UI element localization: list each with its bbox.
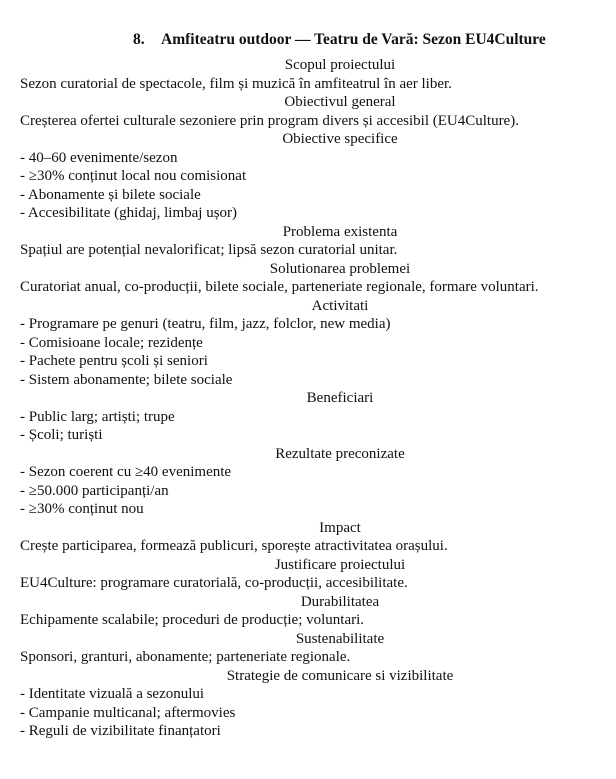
section-heading: Obiective specifice [282,131,398,147]
bullet-item: - Programare pe genuri (teatru, film, jazz, folclor, new media) [20,316,391,332]
section-heading: Solutionarea problemei [269,260,411,277]
section-heading: Durabilitatea [300,593,380,610]
section [20,556,616,593]
section-paragraph: Echipamente scalabile; proceduri de producție; voluntari. [20,612,365,628]
section-paragraph: Spațiul are potențial nevalorificat; lipsă sezon curatorial unitar. [20,242,398,258]
title-text: Amfiteatru outdoor — Teatru de Vară: Sezon EU4Culture [161,31,546,48]
section-heading: Activitati [311,297,369,314]
document-body [20,56,616,741]
bullet-item: - Abonamente și bilete sociale [20,186,201,203]
section-heading: Obiectivul general [284,94,396,110]
section-heading: Problema existenta [282,223,398,240]
bullet-item: - ≥30% conținut local nou comisionat [20,168,247,184]
bullet-item: - Accesibilitate (ghidaj, limbaj ușor) [20,205,238,221]
bullet-item: - Identitate vizuală a sezonului [20,686,205,702]
bullet-item: - ≥50.000 participanți/an [20,482,169,499]
section [20,630,616,667]
bullet-item: - Sezon coerent cu ≥40 evenimente [20,464,232,480]
section-paragraph: Sezon curatorial de spectacole, film și muzică în amfiteatrul în aer liber. [20,75,452,92]
section [20,93,616,130]
bullet-item: - Public larg; artiști; trupe [20,408,175,425]
section [20,445,616,519]
bullet-item: - Campanie multicanal; aftermovies [20,704,236,721]
section [20,260,616,297]
section-heading: Scopul proiectului [284,57,396,73]
bullet-item: - Reguli de vizibilitate finanțatori [20,723,221,739]
bullet-item: - Școli; turiști [20,427,103,443]
section [20,519,616,556]
section-paragraph: EU4Culture: programare curatorială, co-producții, accesibilitate. [20,575,408,591]
section [20,130,616,223]
section [20,223,616,260]
section-paragraph: Crește participarea, formează publicuri, sporește atractivitatea orașului. [20,538,448,554]
section-heading: Justificare proiectului [274,556,406,573]
bullet-item: - ≥30% conținut nou [20,501,144,517]
section-heading: Impact [319,519,361,536]
section-heading: Rezultate preconizate [275,445,405,462]
bullet-item: - Sistem abonamente; bilete sociale [20,371,233,388]
title-number: 8. [133,31,145,48]
section [20,667,616,741]
section-heading: Sustenabilitate [295,630,385,647]
section [20,389,616,445]
bullet-item: - 40–60 evenimente/sezon [20,149,178,166]
section [20,593,616,630]
section-paragraph: Curatoriat anual, co-producții, bilete sociale, parteneriate regionale, formare voluntari. [20,279,539,295]
bullet-item: - Comisioane locale; rezidențe [20,334,203,351]
section-heading: Beneficiari [306,390,374,406]
section [20,297,616,390]
section-paragraph: Sponsori, granturi, abonamente; parteneriate regionale. [20,649,351,665]
bullet-item: - Pachete pentru școli și seniori [20,353,208,369]
section [20,56,616,93]
section-paragraph: Creșterea ofertei culturale sezoniere prin program divers și accesibil (EU4Culture). [20,112,519,129]
section-heading: Strategie de comunicare si vizibilitate [226,667,454,684]
